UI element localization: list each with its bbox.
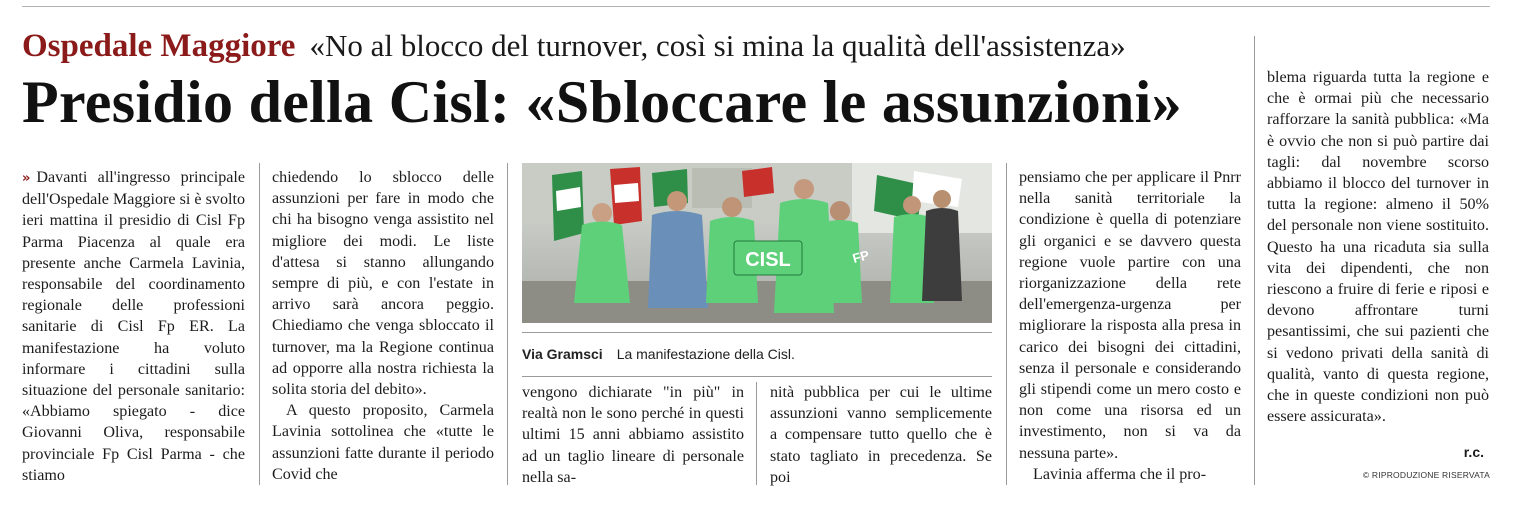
protest-photo — [522, 163, 992, 323]
paragraph: A questo proposito, Carmela Lavinia sottolinea che «tutte le assunzioni fatte durante il periodo Covid che — [272, 402, 494, 483]
caption-text: La manifestazione della Cisl. — [616, 346, 795, 362]
paragraph: vengono dichiarate "in più" in realtà non le sono perché in questi ultimi 15 anni abbiamo assistito ad un taglio lineare di personale nella sa- — [522, 384, 744, 486]
article-column-5 — [1267, 67, 1489, 427]
author-signature: r.c. — [1463, 444, 1484, 460]
column-divider — [756, 382, 757, 485]
paragraph: chiedendo lo sblocco delle assunzioni per fare in modo che chi ha bisogno venga assistito nel migliore dei modi. Le liste d'attesa si stanno allungando sempre di più, e con l'estate in arrivo sarà ancora peggio. Chiediamo che venga sbloccato il turnover, ma la Regione continua ad opporre alla nostra richiesta la solita storia del debito». — [272, 169, 494, 399]
copyright-notice: © RIPRODUZIONE RISERVATA — [1362, 470, 1490, 480]
photo-caption — [522, 346, 795, 362]
photo-vest-text: FP — [850, 247, 871, 267]
column-divider — [259, 163, 260, 485]
paragraph: nità pubblica per cui le ultime assunzioni vanno semplicemente a compensare tutto quello che è stato tagliato in precedenza. Se poi — [770, 384, 992, 486]
caption-place: Via Gramsci — [522, 346, 603, 362]
column-divider — [1254, 36, 1255, 485]
section-label: Ospedale Maggiore — [22, 28, 296, 64]
article-column-3b — [770, 382, 992, 488]
column-divider — [1006, 163, 1007, 485]
top-rule — [22, 6, 1490, 7]
article-column-1 — [22, 167, 245, 486]
article-column-3a — [522, 382, 744, 488]
caption-rule — [522, 332, 992, 333]
photo-sign-text: CISL — [745, 249, 791, 271]
headline: Presidio della Cisl: «Sbloccare le assunzioni» — [22, 69, 1182, 135]
paragraph: blema riguarda tutta la regione e che è ormai più che necessario rafforzare la sanità pubblica: «Ma è ovvio che non si può partire dai tagli: dal novembre scorso abbiamo il blocco del turnover in tutta la regione: almeno il 50% del personale non viene sostituito. Questo ha una ricaduta sia sulla vita dei dipendenti, che non riescono a fruire di ferie e riposi e devono affrontare turni pesantissimi, che sui pazienti che si vedono privati della sanità di qualità, vanto di questa regione, che in queste condizioni non può essere assicurata». — [1267, 69, 1489, 426]
paragraph: Lavinia afferma che il pro- — [1033, 465, 1207, 483]
photo-image — [522, 163, 992, 323]
article-column-2 — [272, 167, 494, 485]
lead-mark-icon: » — [22, 171, 31, 186]
paragraph — [22, 167, 245, 486]
kicker-quote: «No al blocco del turnover, così si mina la qualità dell'assistenza» — [309, 28, 1126, 63]
column-divider — [507, 163, 508, 485]
kicker — [22, 28, 1126, 65]
paragraph-text: Davanti all'ingresso principale dell'Ospedale Maggiore si è svolto ieri mattina il presidio di Cisl Fp Parma Piacenza al quale era presente anche Carmela Lavinia, responsabile del coordinamento regionale delle professioni sanitarie di Cisl Fp ER. La manifestazione ha voluto informare i cittadini sulla situazione del personale sanitario: «Abbiamo spiegato - dice Giovanni Oliva, responsabile provinciale Fp Cisl Parma - che stiamo — [22, 169, 245, 484]
paragraph: pensiamo che per applicare il Pnrr nella sanità territoriale la condizione è quella di potenziare gli organici e se davvero questa regione vuole partire con una riorganizzazione della rete dell'emergenza-urgenza per migliorare la risposta alla presa in carico dei bisogni dei cittadini, senza il personale e considerando gli stipendi come un mero costo e non come una risorsa ed un investimento, non si va da nessuna parte». — [1019, 169, 1241, 462]
caption-bottom-rule — [522, 376, 992, 377]
article-column-4 — [1019, 167, 1241, 485]
